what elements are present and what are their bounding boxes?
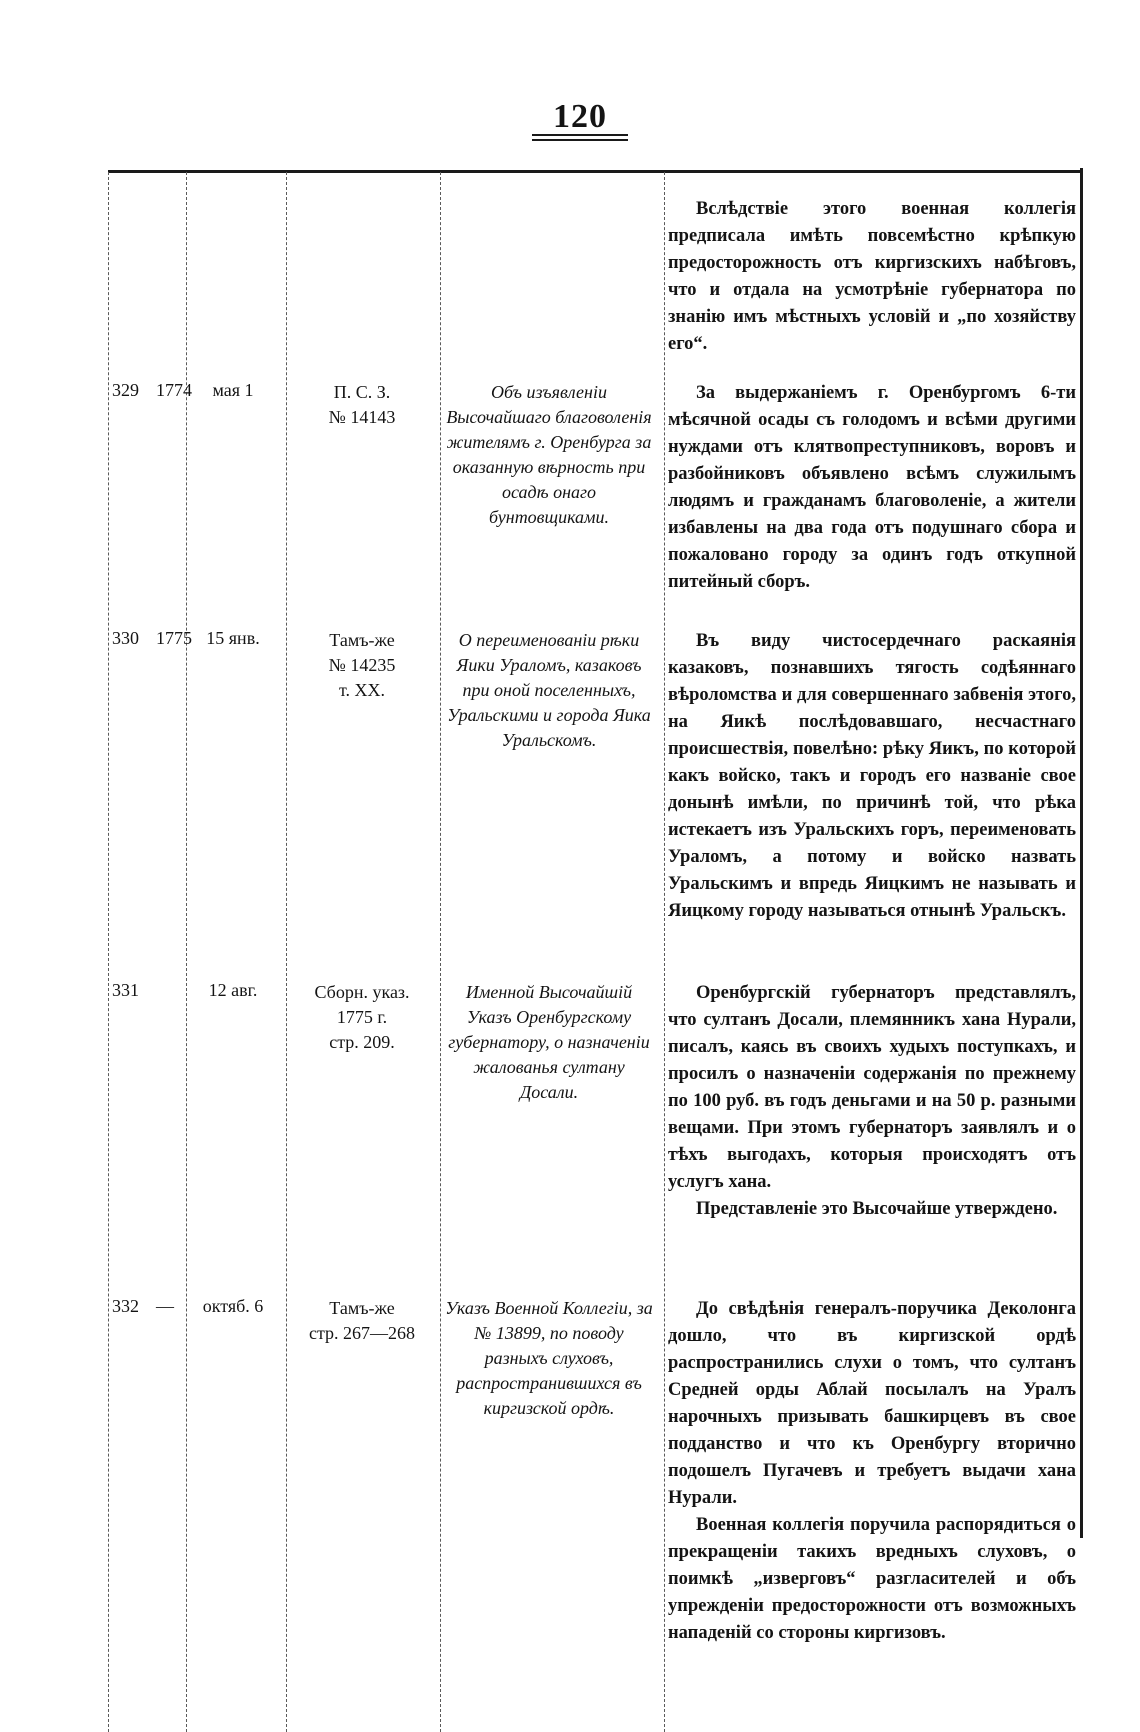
column-rule-year <box>186 172 187 1732</box>
entry-text <box>668 628 1076 925</box>
entry-source <box>286 380 438 430</box>
entry-title: Именной Высочайшій Указъ Оренбургскому губернатору, о назначеніи жалованья султану Досали. <box>448 982 650 1102</box>
entry-date: 12 авг. <box>208 980 258 1000</box>
entry-title: Указъ Военной Коллегіи, за № 13899, по поводу разныхъ слуховъ, распространившихся въ киргизской ордѣ. <box>445 1298 653 1418</box>
entry-paragraph: За выдержаніемъ г. Оренбургомъ 6-ти мѣсячной осады съ голодомъ и всѣми другими нуждами отъ клятвопреступниковъ, воровъ и разбойниковъ объявлено всѣмъ служилымъ людямъ и гражданамъ благоволеніе, а жители избавлены на два года отъ подушнаго сбора и пожаловано городу за одинъ годъ откупной питейный сборъ. <box>668 383 1076 592</box>
page-number: 120 <box>553 98 607 135</box>
entry-year: 1774 <box>156 380 192 400</box>
source-line: № 14143 <box>328 407 396 427</box>
column-rule-left <box>108 172 109 1732</box>
entry-number: 331 <box>112 980 139 1000</box>
entry-date: 15 янв. <box>206 628 260 648</box>
entry-text <box>668 1296 1076 1647</box>
entry-text <box>668 980 1076 1223</box>
entry-paragraph: Оренбургскій губернаторъ представлялъ, что султанъ Досали, племянникъ хана Нурали, писалъ, каясь въ своихъ худыхъ поступкахъ, и просилъ о назначеніи содержанія по прежнему по 100 руб. въ годъ деньгами и на 50 р. разными вещами. При этомъ губернаторъ заявлялъ и о тѣхъ выгодахъ, которыя происходятъ отъ услугъ хана. <box>668 983 1076 1192</box>
source-line: 1775 г. <box>336 1007 388 1027</box>
entry-text <box>668 380 1076 596</box>
entry-year: 1775 <box>156 628 192 648</box>
entry-source <box>286 628 438 703</box>
source-line: Тамъ-же <box>329 630 395 650</box>
source-line: стр. 267—268 <box>308 1323 416 1343</box>
column-rule-title <box>664 172 665 1732</box>
entry-title: Объ изъявленіи Высочайшаго благоволенія жителямъ г. Оренбурга за оказанную вѣрность при осадѣ онаго бунтовщиками. <box>446 382 652 527</box>
entry-paragraph: До свѣдѣнія генералъ-поручика Деколонга дошло, что въ киргизской ордѣ распространились слухи о томъ, что султанъ Средней орды Аблай посылалъ на Уралъ нарочныхъ призывать башкирцевъ въ свое подданство и что къ Оренбургу вторично подошелъ Пугачевъ и требуетъ выдачи хана Нурали. <box>668 1299 1076 1508</box>
entry-date: октяб. 6 <box>202 1296 264 1316</box>
entry-year: — <box>156 1296 174 1316</box>
column-rule-source <box>440 172 441 1732</box>
entry-number: 330 <box>112 628 139 648</box>
entry-paragraph: Въ виду чистосердечнаго раскаянія казаковъ, познавшихъ тягость содѣяннаго вѣроломства и для совершеннаго забвенія этого, на Яикѣ послѣдовавшаго, несчастнаго происшествія, повелѣно: рѣку Яикъ, по которой какъ войско, такъ и городъ его названіе свое донынѣ имѣли, по причинѣ той, что рѣка истекаетъ изъ Уральскихъ горъ, переименовать Ураломъ, а потому и войско назвать Уральскимъ и впредь Яицкимъ не называть и Яицкому городу называться отнынѣ Уральскъ. <box>668 631 1076 921</box>
source-line: Сборн. указ. <box>314 982 410 1002</box>
continued-paragraph: Вслѣдствіе этого военная коллегія предписала имѣть повсемѣстно крѣпкую предосторожность отъ киргизскихъ набѣговъ, что и отдала на усмотрѣніе губернатора по знанію имъ мѣстныхъ условій и „по хозяйству его“. <box>668 199 1076 354</box>
entry-date: мая 1 <box>212 380 254 400</box>
page-number-underline <box>532 134 628 136</box>
entry-source <box>286 980 438 1055</box>
continued-text <box>668 196 1076 358</box>
source-line: П. С. З. <box>333 382 391 402</box>
source-line: т. XX. <box>338 680 385 700</box>
entry-number: 329 <box>112 380 139 400</box>
source-line: Тамъ-же <box>329 1298 395 1318</box>
table-right-rule <box>1080 168 1083 1538</box>
source-line: № 14235 <box>328 655 396 675</box>
entry-title: О переименованіи рѣки Яики Ураломъ, казаковъ при оной поселенныхъ, Уральскими и города Яика Уральскомъ. <box>447 630 651 750</box>
page-number-underline-2 <box>532 139 628 141</box>
source-line: стр. 209. <box>329 1032 395 1052</box>
entry-number: 332 <box>112 1296 139 1316</box>
table-top-rule <box>108 170 1080 173</box>
entry-paragraph: Военная коллегія поручила распорядиться о прекращеніи такихъ вредныхъ слуховъ, о поимкѣ „изверговъ“ разгласителей и объ упрежденіи предосторожности отъ возможныхъ нападеній со стороны киргизовъ. <box>668 1515 1076 1643</box>
entry-paragraph: Представленіе это Высочайше утверждено. <box>696 1199 1058 1219</box>
entry-source <box>286 1296 438 1346</box>
